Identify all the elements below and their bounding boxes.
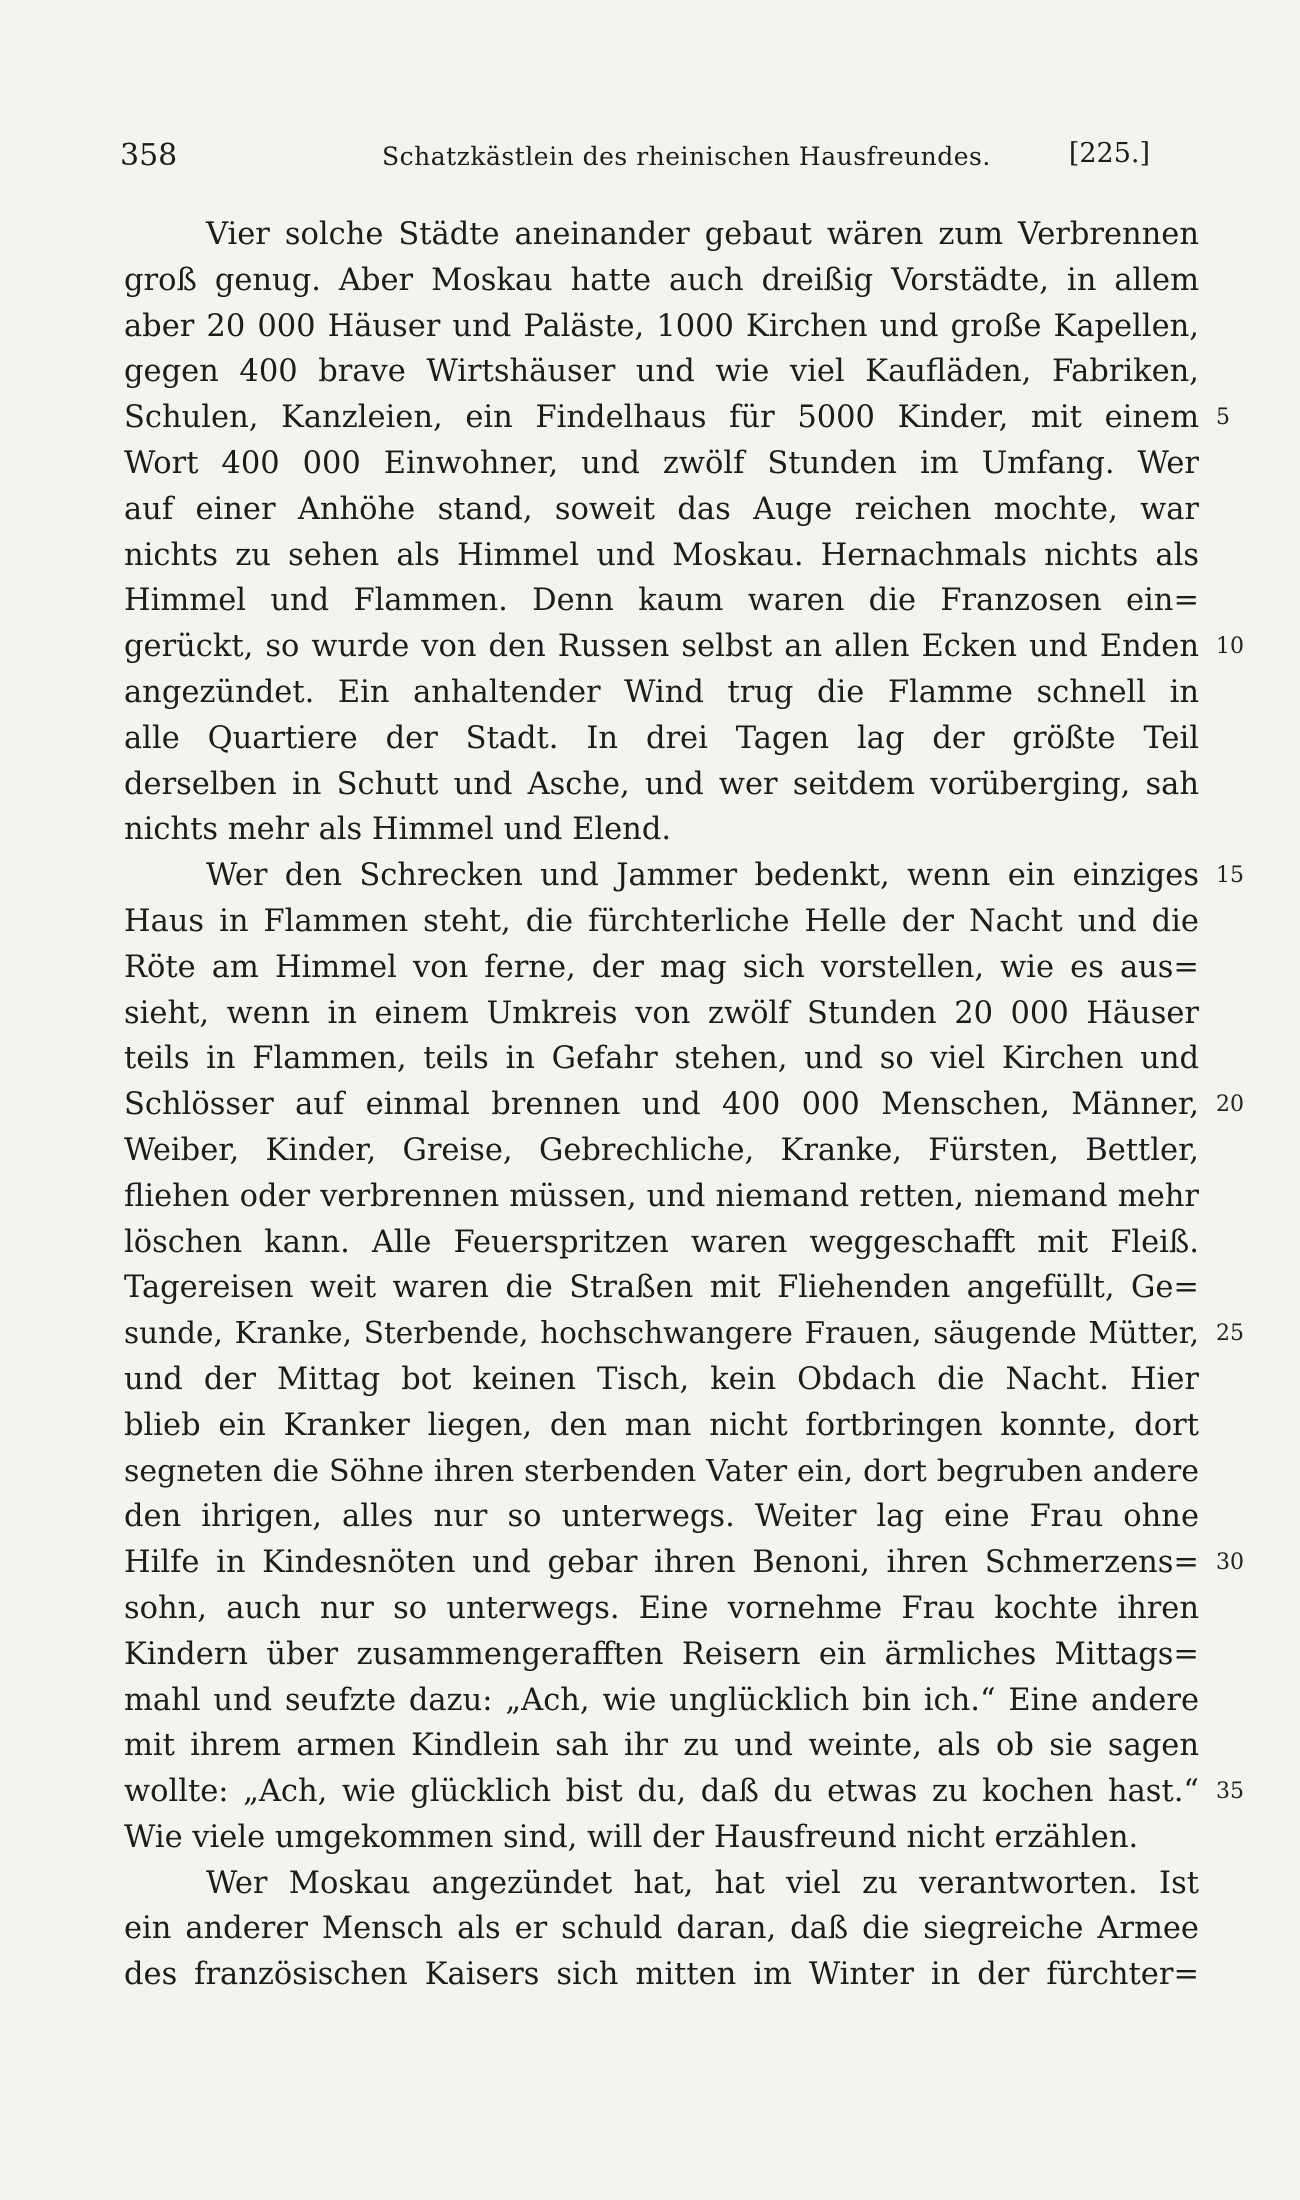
line-text: groß genug. Aber Moskau hatte auch dreißig Vorstädte, in allem xyxy=(124,262,1199,298)
text-line xyxy=(124,716,1199,762)
text-line xyxy=(124,1403,1199,1449)
line-text: des französischen Kaisers sich mitten im Winter in der fürchter= xyxy=(124,1957,1199,1993)
text-line xyxy=(124,945,1199,991)
line-text: den ihrigen, alles nur so unterwegs. Weiter lag eine Frau ohne xyxy=(124,1499,1199,1535)
text-line xyxy=(124,578,1199,624)
line-text: Weiber, Kinder, Greise, Gebrechliche, Kranke, Fürsten, Bettler, xyxy=(124,1132,1199,1168)
body-text xyxy=(124,212,1244,1998)
text-line xyxy=(124,991,1199,1037)
line-text: löschen kann. Alle Feuerspritzen waren weggeschafft mit Fleiß. xyxy=(124,1224,1199,1260)
text-line xyxy=(124,1678,1199,1724)
text-line xyxy=(124,1265,1199,1311)
line-text: Kindern über zusammengerafften Reisern ein ärmliches Mittags= xyxy=(124,1636,1199,1672)
text-line xyxy=(124,762,1199,808)
line-text: alle Quartiere der Stadt. In drei Tagen lag der größte Teil xyxy=(124,720,1199,756)
text-line xyxy=(124,1357,1199,1403)
line-text: blieb ein Kranker liegen, den man nicht fortbringen konnte, dort xyxy=(124,1407,1199,1443)
text-line xyxy=(124,349,1199,395)
running-title: Schatzkästlein des rheinischen Hausfreundes. xyxy=(382,142,991,171)
line-text: segneten die Söhne ihren sterbenden Vater ein, dort begruben andere xyxy=(124,1453,1199,1489)
line-text: Himmel und Flammen. Denn kaum waren die Franzosen ein= xyxy=(124,583,1199,619)
line-text: Wer Moskau angezündet hat, hat viel zu verantworten. Ist xyxy=(206,1865,1199,1901)
text-line xyxy=(124,853,1244,899)
line-text: ein anderer Mensch als er schuld daran, daß die siegreiche Armee xyxy=(124,1911,1199,1947)
line-text: Tagereisen weit waren die Straßen mit Fliehenden angefüllt, Ge= xyxy=(124,1270,1199,1306)
line-text: Röte am Himmel von ferne, der mag sich vorstellen, wie es aus= xyxy=(124,949,1199,985)
text-line xyxy=(124,1220,1199,1266)
text-line xyxy=(124,624,1244,670)
text-line xyxy=(124,1128,1199,1174)
text-line xyxy=(124,1632,1199,1678)
text-line xyxy=(124,899,1199,945)
line-number: 25 xyxy=(1216,1321,1244,1347)
line-text: nichts zu sehen als Himmel und Moskau. Hernachmals nichts als xyxy=(124,537,1199,573)
line-number: 30 xyxy=(1216,1550,1244,1576)
text-line xyxy=(124,1540,1244,1586)
text-line xyxy=(124,441,1199,487)
text-line xyxy=(124,212,1199,258)
text-line xyxy=(124,304,1199,350)
line-text: Wer den Schrecken und Jammer bedenkt, wenn ein einziges xyxy=(206,858,1199,894)
line-number: 10 xyxy=(1216,634,1244,660)
line-text: gerückt, so wurde von den Russen selbst an allen Ecken und Enden xyxy=(124,629,1199,665)
text-line xyxy=(124,258,1199,304)
line-text: Vier solche Städte aneinander gebaut wären zum Verbrennen xyxy=(206,217,1199,252)
line-text: sieht, wenn in einem Umkreis von zwölf Stunden 20 000 Häuser xyxy=(124,995,1199,1031)
line-text: Schulen, Kanzleien, ein Findelhaus für 5000 Kinder, mit einem xyxy=(124,400,1199,436)
line-number: 35 xyxy=(1216,1779,1244,1805)
line-text: Wort 400 000 Einwohner, und zwölf Stunden im Umfang. Wer xyxy=(124,445,1199,481)
line-text: aber 20 000 Häuser und Paläste, 1000 Kirchen und große Kapellen, xyxy=(124,308,1199,344)
text-line xyxy=(124,1769,1244,1815)
text-line xyxy=(124,1952,1199,1998)
text-line xyxy=(124,395,1230,441)
line-text: gegen 400 brave Wirtshäuser und wie viel Kaufläden, Fabriken, xyxy=(124,354,1199,390)
line-text: sohn, auch nur so unterwegs. Eine vornehme Frau kochte ihren xyxy=(124,1590,1199,1626)
line-text: fliehen oder verbrennen müssen, und niemand retten, niemand mehr xyxy=(124,1178,1199,1214)
text-line xyxy=(124,1906,1199,1952)
line-text: auf einer Anhöhe stand, soweit das Auge reichen mochte, war xyxy=(124,491,1199,527)
line-text: Schlösser auf einmal brennen und 400 000 Menschen, Männer, xyxy=(124,1087,1199,1123)
line-text: derselben in Schutt und Asche, und wer seitdem vorüberging, sah xyxy=(124,766,1199,802)
line-number: 20 xyxy=(1216,1092,1244,1118)
text-line xyxy=(124,1861,1199,1907)
text-line xyxy=(124,1449,1199,1495)
line-text: Hilfe in Kindesnöten und gebar ihren Benoni, ihren Schmerzens= xyxy=(124,1545,1199,1581)
text-line xyxy=(124,1494,1199,1540)
text-line xyxy=(124,1082,1244,1128)
text-line xyxy=(124,1311,1244,1357)
running-head xyxy=(120,138,1150,178)
text-line xyxy=(124,1723,1199,1769)
line-text: Haus in Flammen steht, die fürchterliche Helle der Nacht und die xyxy=(124,903,1199,939)
text-line xyxy=(124,1174,1199,1220)
text-line xyxy=(124,807,1199,853)
section-reference: [225.] xyxy=(1068,138,1150,169)
line-text: nichts mehr als Himmel und Elend. xyxy=(124,812,672,848)
text-line xyxy=(124,1036,1199,1082)
text-line xyxy=(124,670,1199,716)
line-text: wollte: „Ach, wie glücklich bist du, daß du etwas zu kochen hast.“ xyxy=(124,1774,1199,1810)
line-text: Wie viele umgekommen sind, will der Hausfreund nicht erzählen. xyxy=(124,1819,1139,1855)
line-number: 15 xyxy=(1216,863,1244,889)
page-number: 358 xyxy=(120,138,178,173)
line-text: und der Mittag bot keinen Tisch, kein Obdach die Nacht. Hier xyxy=(124,1361,1199,1397)
text-line xyxy=(124,533,1199,579)
text-line xyxy=(124,1815,1199,1861)
text-line xyxy=(124,487,1199,533)
text-line xyxy=(124,1586,1199,1632)
line-text: sunde, Kranke, Sterbende, hochschwangere Frauen, säugende Mütter, xyxy=(124,1316,1199,1351)
line-number: 5 xyxy=(1216,405,1230,431)
line-text: mahl und seufzte dazu: „Ach, wie unglücklich bin ich.“ Eine andere xyxy=(124,1682,1199,1718)
line-text: mit ihrem armen Kindlein sah ihr zu und weinte, als ob sie sagen xyxy=(124,1728,1199,1764)
line-text: teils in Flammen, teils in Gefahr stehen, und so viel Kirchen und xyxy=(124,1041,1199,1077)
line-text: angezündet. Ein anhaltender Wind trug die Flamme schnell in xyxy=(124,674,1199,710)
